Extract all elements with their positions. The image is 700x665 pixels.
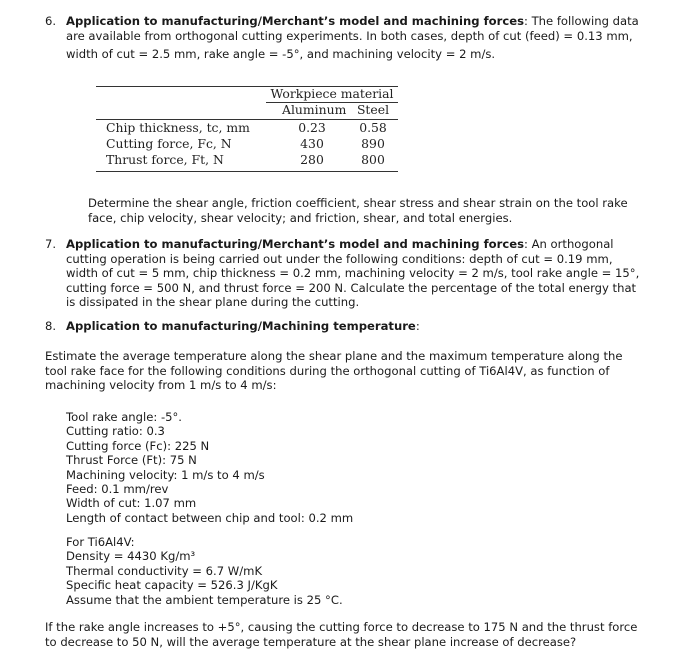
question-number: 7. [45, 237, 57, 251]
list-item: Machining velocity: 1 m/s to 4 m/s [66, 467, 265, 482]
paragraph-line: Determine the shear angle, friction coefficient, shear stress and shear strain on the tool rake [88, 196, 628, 210]
question-text: is dissipated in the shear plane during the cutting. [66, 295, 360, 310]
table-cell: 800 [361, 152, 385, 167]
conditions-list [66, 410, 666, 525]
table-cell: 0.23 [298, 120, 326, 135]
question-6 [66, 14, 676, 62]
question-text: width of cut = 5 mm, chip thickness = 0.2 mm, machining velocity = 2 m/s, tool rake angle = 15°, [66, 266, 640, 281]
list-item: Assume that the ambient temperature is 25 °C. [66, 592, 343, 607]
list-item: Width of cut: 1.07 mm [66, 496, 197, 511]
paragraph-line: If the rake angle increases to +5°, causing the cutting force to decrease to 175 N and the thrust force [45, 620, 638, 634]
list-item: Thrust Force (Ft): 75 N [66, 453, 197, 468]
question-8 [66, 319, 676, 334]
table-group-header: Workpiece material [270, 86, 394, 101]
paragraph-line: to decrease to 50 N, will the average temperature at the shear plane increase of decrease? [45, 634, 577, 649]
question-text: cutting operation is being carried out under the following conditions: depth of cut = 0.19 mm, [66, 251, 613, 266]
question-text: cutting force = 500 N, and thrust force = 200 N. Calculate the percentage of the total energy that [66, 280, 637, 295]
list-item: Tool rake angle: -5°. [66, 410, 182, 424]
paragraph-line: Estimate the average temperature along the shear plane and the maximum temperature along the [45, 349, 623, 363]
question-title: Application to manufacturing/Merchant’s model and machining forces [66, 14, 524, 28]
paragraph-line: face, chip velocity, shear velocity; and friction, shear, and total energies. [88, 210, 513, 225]
question-text: are available from orthogonal cutting experiments. In both cases, depth of cut (feed) = 0.13 mm, [66, 28, 633, 43]
list-item: Density = 4430 Kg/m³ [66, 549, 196, 564]
table-bottom-rule [96, 171, 398, 172]
question-title: Application to manufacturing/Machining temperature [66, 319, 416, 333]
paragraph-line: machining velocity from 1 m/s to 4 m/s: [45, 378, 277, 393]
question-text: : An orthogonal [523, 237, 614, 251]
question-number: 6. [45, 14, 57, 28]
material-properties [66, 535, 666, 607]
question-title: Application to manufacturing/Merchant’s model and machining forces [66, 237, 524, 251]
list-item: Cutting ratio: 0.3 [66, 424, 165, 439]
table-cell: 0.58 [359, 120, 387, 135]
question-6-task [88, 196, 688, 225]
question-text: : [415, 319, 420, 333]
paragraph-line: tool rake face for the following conditions during the orthogonal cutting of Ti6Al4V, as function of [45, 363, 610, 378]
table-row-label: Thrust force, Ft, N [106, 152, 224, 167]
question-text: : The following data [523, 14, 639, 28]
question-text: width of cut = 2.5 mm, rake angle = -5°, and machining velocity = 2 m/s. [66, 47, 496, 62]
list-item: Length of contact between chip and tool: 0.2 mm [66, 510, 354, 525]
question-8-task [45, 349, 685, 393]
table-cell: 430 [300, 136, 324, 151]
list-item: Thermal conductivity = 6.7 W/mK [66, 563, 263, 578]
list-item: For Ti6Al4V: [66, 535, 135, 549]
table-header-aluminum: Aluminum [282, 102, 347, 117]
table-row-label: Cutting force, Fc, N [106, 136, 232, 151]
table-header-steel: Steel [356, 102, 390, 117]
question-number: 8. [45, 319, 57, 333]
list-item: Feed: 0.1 mm/rev [66, 482, 169, 497]
table-row-label: Chip thickness, tc, mm [106, 120, 250, 135]
table-cell: 280 [300, 152, 324, 167]
final-question [45, 620, 685, 649]
list-item: Cutting force (Fc): 225 N [66, 438, 210, 453]
question-7 [66, 237, 676, 310]
list-item: Specific heat capacity = 526.3 J/KgK [66, 578, 278, 593]
table-cell: 890 [361, 136, 385, 151]
